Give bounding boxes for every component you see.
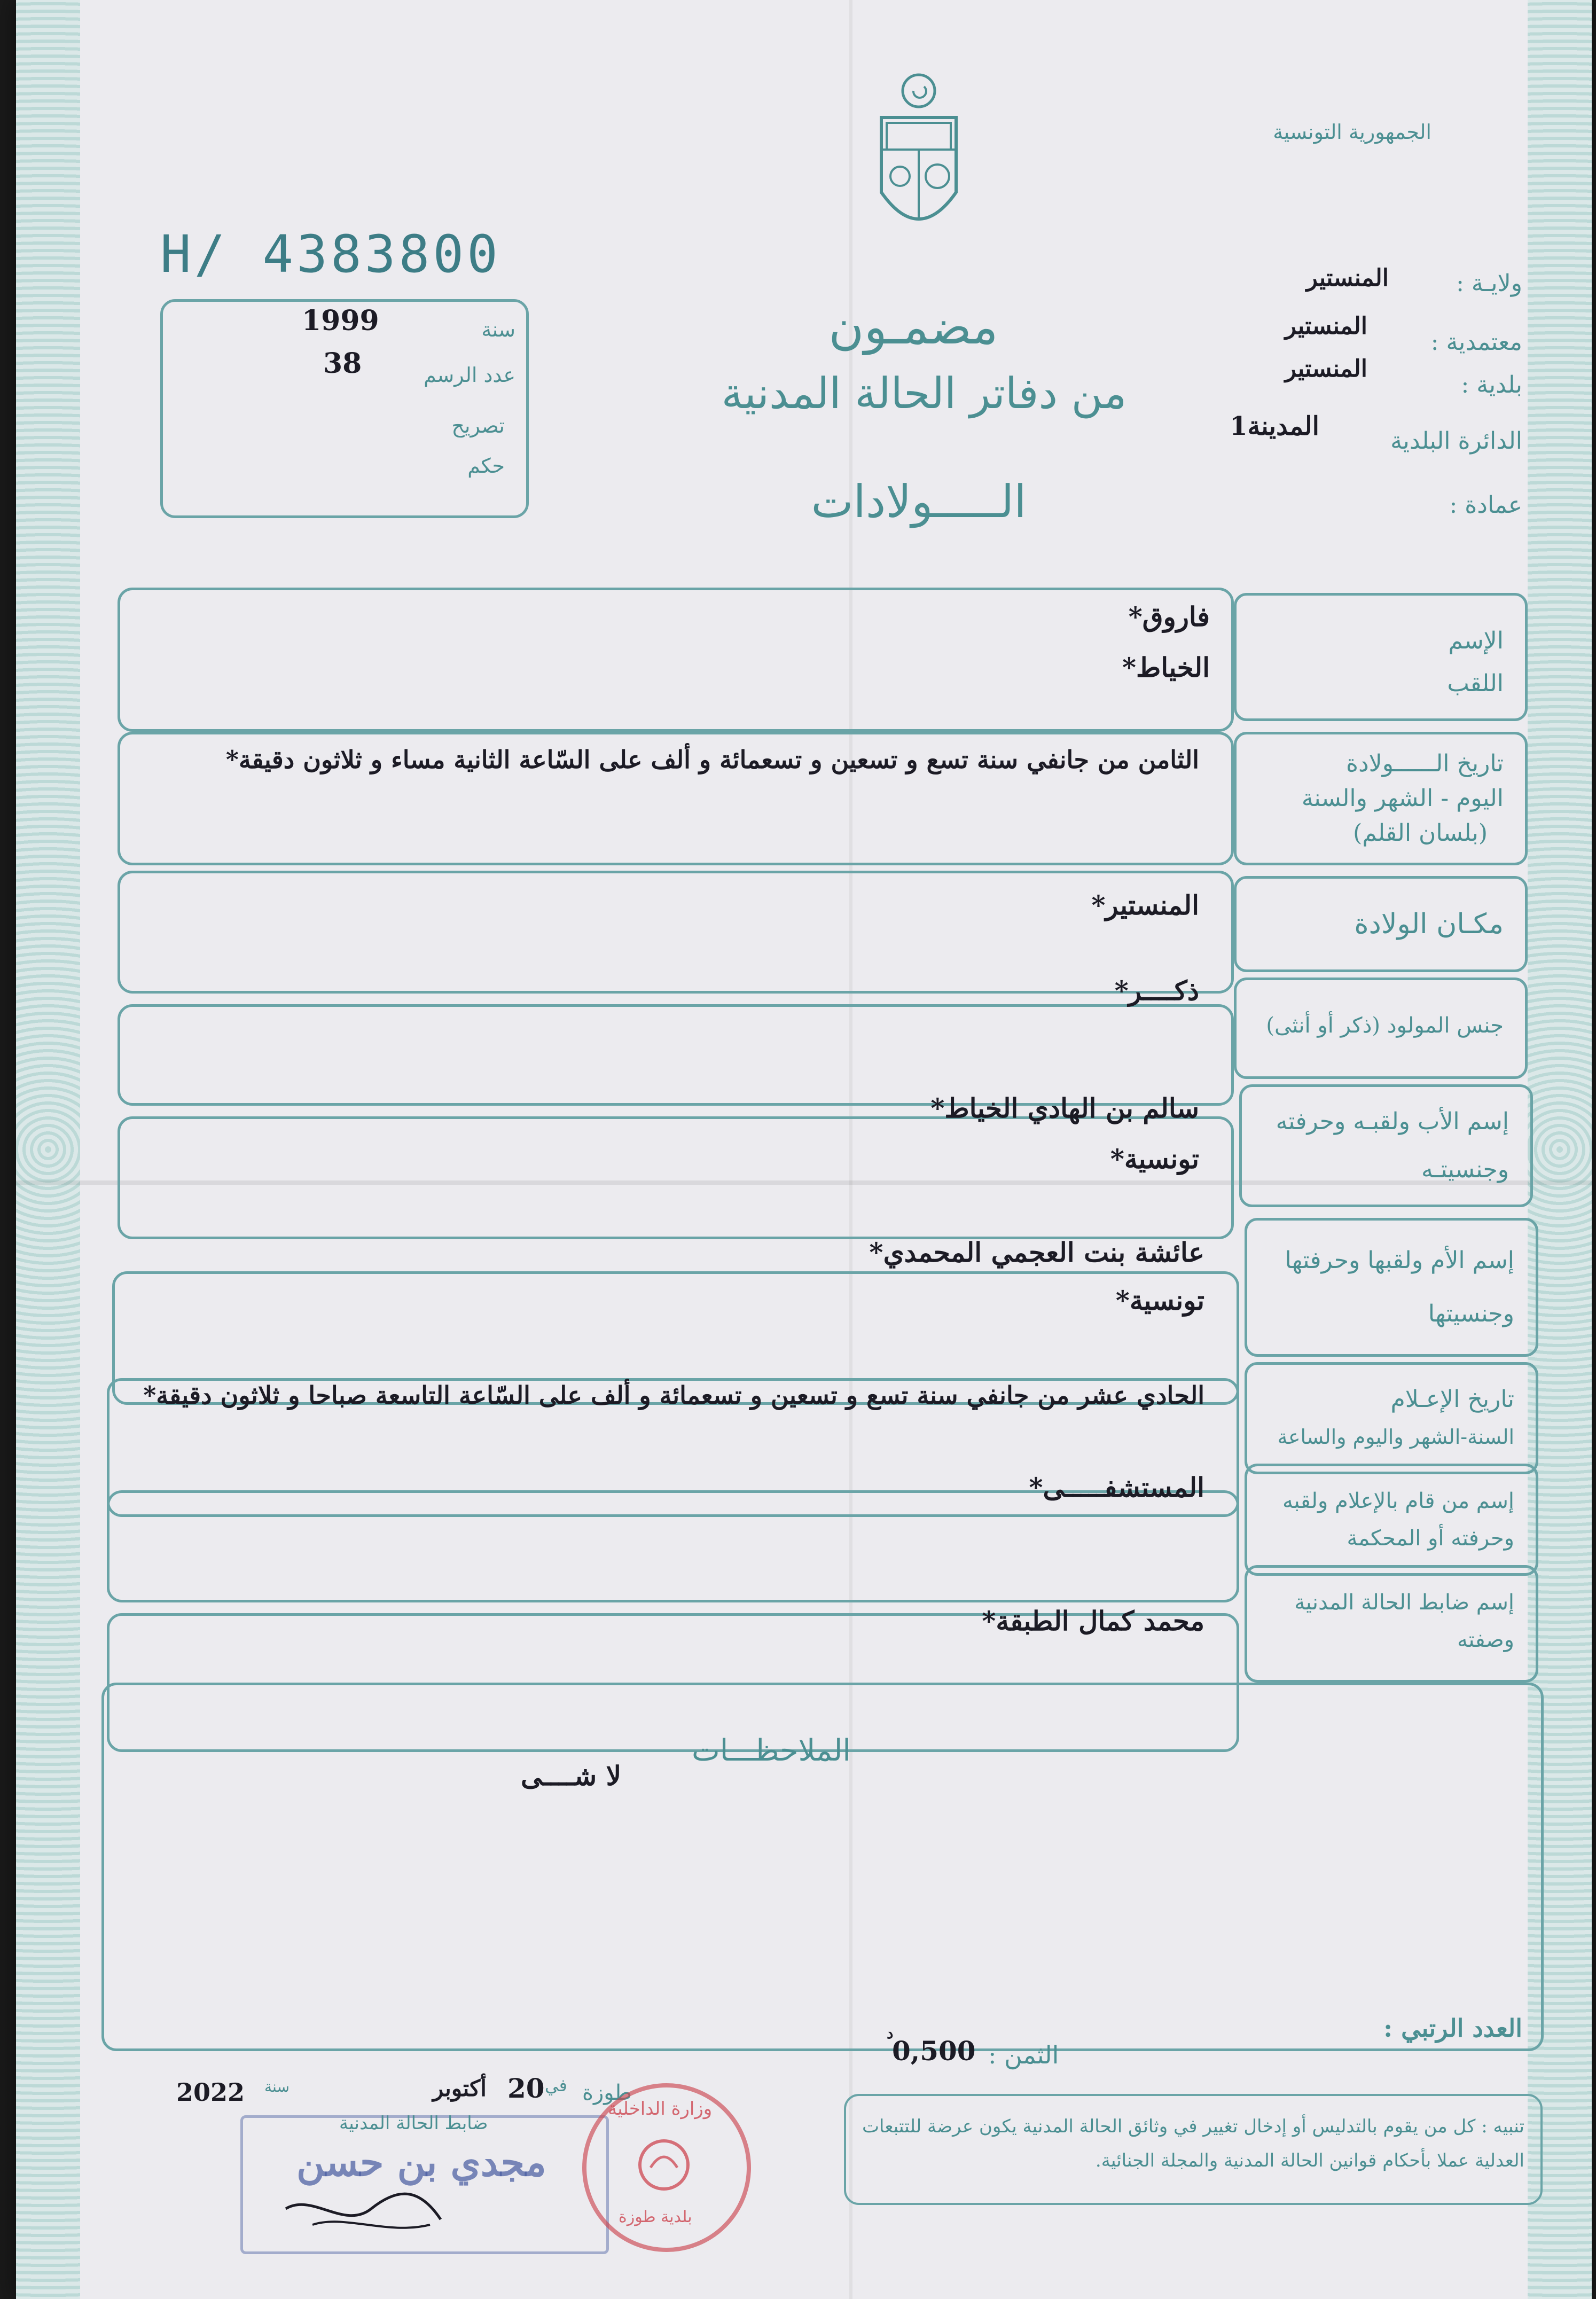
remarks-box [101, 1683, 1544, 2051]
document-title: مضمـون [828, 299, 998, 355]
seal-ministry: وزارة الداخلية [608, 2098, 713, 2120]
serial-number: H/ 4383800 [160, 224, 501, 284]
officer-label: إسم ضابط الحالة المدنية [1294, 1590, 1514, 1615]
signature-icon [280, 2177, 451, 2241]
birthdate-label-title: تاريخ الــــــولادة [1346, 750, 1504, 777]
legal-notice: تنبيه : كل من يقوم بالتدليس أو إدخال تغيير في وثائق الحالة المدنية يكون عرضة للتتبعات العدلية عملا بأحكام قوانين الحالة المدنية والمجلة الجنائية. [862, 2116, 1524, 2171]
birthplace-value-box [118, 871, 1234, 994]
municipal-circle-value: المدينة1 [1230, 411, 1319, 441]
declaration-date-value: الحادي عشر من جانفي سنة تسع و تسعين و تسعمائة و ألف على السّاعة التاسعة صباحا و ثلاثون دقيقة* [143, 1381, 1204, 1410]
legal-notice-box [844, 2094, 1543, 2205]
declaration-date-label-box [1245, 1362, 1538, 1474]
declarant-label-profession: وحرفته أو المحكمة [1347, 1526, 1514, 1551]
officer-caption: ضابط الحالة المدنية [339, 2113, 488, 2134]
declaration-label: تصريح [451, 414, 505, 437]
birthdate-label-note: (بلسان القلم) [1353, 819, 1488, 847]
sex-value-box [118, 975, 1234, 1106]
mother-label: إسم الأم ولقبها وحرفتها [1285, 1247, 1514, 1274]
seal-municipality: بلدية طوزة [619, 2208, 692, 2226]
remarks-value: لا شــــى [521, 1760, 622, 1792]
sex-label-box [1234, 978, 1528, 1079]
governorate-value: المنستير [1306, 264, 1389, 292]
name-value-box [118, 588, 1234, 732]
declarant-value: المستشفـــــى* [1029, 1472, 1204, 1503]
republic-header: الجمهورية التونسية [1273, 120, 1431, 144]
price-value: 0,500 [892, 2035, 976, 2067]
birth-certificate-paper [16, 0, 1592, 2299]
delegation-label: معتمدية : [1430, 329, 1522, 356]
first-name-value: فاروق* [1128, 601, 1210, 632]
birthdate-label-format: اليوم - الشهر والسنة [1301, 785, 1504, 812]
mother-nationality: تونسية* [1115, 1285, 1204, 1316]
year-label: سنة [481, 318, 515, 341]
father-label-nationality: وجنسيتـه [1421, 1156, 1509, 1183]
delegation-value: المنستير [1285, 312, 1367, 340]
issue-year: 2022 [176, 2078, 245, 2107]
issue-month: أكتوبر [433, 2075, 487, 2101]
birthplace-value: المنستير* [1091, 889, 1199, 921]
municipality-value: المنستير [1285, 355, 1367, 382]
surname-value: الخياط* [1122, 652, 1210, 683]
seal-emblem-icon [635, 2136, 693, 2194]
declaration-date-label-format: السنة-الشهر واليوم والساعة [1277, 1425, 1514, 1449]
issue-year-label: سنة [264, 2078, 290, 2095]
first-name-label: الإسم [1448, 627, 1504, 654]
sex-value: ذكــــر* [1114, 975, 1199, 1006]
officer-value: محمد كمال الطبقة* [982, 1605, 1204, 1637]
father-value-box [118, 1092, 1234, 1239]
admin-info [1180, 264, 1522, 531]
issue-day: 20 [507, 2073, 545, 2104]
stamp-name: مجدي بن حسن [296, 2139, 546, 2185]
officer-stamp [240, 2115, 609, 2254]
year-value: 1999 [302, 304, 379, 337]
municipal-circle-label: الدائرة البلدية [1390, 427, 1522, 455]
document-section-title: الـــــولادات [811, 475, 1027, 528]
declarant-label-box [1245, 1464, 1538, 1576]
footer-serial-label: العدد الرتبي : [1383, 2014, 1522, 2043]
father-label-box [1239, 1084, 1533, 1207]
sex-label: جنس المولود (ذكر أو أنثى) [1266, 1013, 1504, 1038]
officer-label-title: وصفته [1457, 1628, 1514, 1652]
sector-label: عمادة : [1449, 491, 1522, 519]
remarks-label: الملاحظـــات [692, 1733, 851, 1768]
birthdate-label-box [1234, 732, 1528, 865]
document-subtitle: من دفاتر الحالة المدنية [721, 369, 1127, 418]
price-label: الثمن : [988, 2040, 1059, 2069]
judgment-label: حكم [467, 454, 505, 478]
municipality-seal [582, 2083, 751, 2252]
father-label: إسم الأب ولقبـه وحرفته [1276, 1108, 1509, 1135]
issue-city: طوزة [582, 2081, 632, 2105]
declarant-label: إسم من قام بالإعلام ولقبه [1282, 1489, 1514, 1513]
record-number-value: 38 [323, 347, 362, 380]
declarant-value-box [107, 1472, 1239, 1602]
record-number-label: عدد الرسم [424, 363, 515, 387]
decorative-border-left [16, 0, 80, 2299]
record-box [160, 299, 529, 518]
mother-label-nationality: وجنسيتها [1428, 1300, 1514, 1327]
mother-label-box [1245, 1218, 1538, 1357]
father-nationality: تونسية* [1110, 1143, 1199, 1175]
birthplace-label-box [1234, 876, 1528, 972]
municipality-label: بلدية : [1461, 371, 1522, 398]
issue-city-prefix: في [545, 2075, 567, 2095]
father-value: سالم بن الهادي الخياط* [930, 1092, 1199, 1124]
birthplace-label: مكـان الولادة [1354, 908, 1504, 940]
mother-value: عائشة بنت العجمي المحمدي* [869, 1237, 1204, 1268]
birthdate-value: الثامن من جانفي سنة تسع و تسعين و تسعمائة و ألف على السّاعة الثانية مساء و ثلاثون دقيقة* [225, 745, 1199, 774]
governorate-label: ولايـة : [1456, 270, 1522, 297]
declaration-date-label: تاريخ الإعـلام [1390, 1386, 1514, 1413]
price-unit: د [887, 2024, 894, 2042]
birthdate-value-box [118, 732, 1234, 865]
officer-label-box [1245, 1565, 1538, 1683]
surname-label: اللقب [1447, 670, 1504, 697]
name-label-box [1234, 593, 1528, 721]
coat-of-arms-icon [871, 69, 967, 246]
